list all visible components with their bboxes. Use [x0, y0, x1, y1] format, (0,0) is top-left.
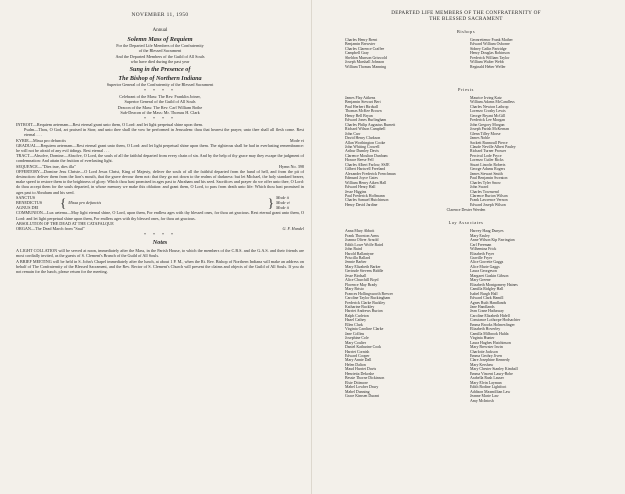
name-entry: Jesse Birdsall	[345, 273, 367, 278]
name-entry: Maurice Irving Katz	[470, 95, 502, 100]
name-entry: Mabel Dunning	[345, 389, 370, 394]
date-header: NOVEMBER 11, 1950	[131, 12, 189, 18]
name-entry: Jane Handlands	[470, 305, 495, 310]
name-entry: James Noble	[470, 136, 490, 141]
name-entry: Frank Thornton Arms	[345, 233, 379, 238]
right-page	[321, 10, 611, 403]
name-entry: Helen Dalton	[345, 362, 366, 367]
name-entry: Mary Annie Dall	[345, 358, 372, 363]
name-entry: Priscilla Ballard	[345, 256, 371, 261]
name-entry: Horace Reese Fell	[345, 158, 374, 163]
name-entry: Reginald Heber Weller	[470, 64, 506, 69]
name-entry: Alexander Frederick Frenchman	[345, 171, 396, 176]
name-entry: John Carr	[345, 131, 361, 136]
solemn-title: Solemn Mass of Requiem	[127, 36, 193, 44]
name-entry: Thomas McKee Brown	[345, 109, 382, 114]
name-entry: Edward Joseph Wilson	[470, 202, 506, 207]
name-entry: Laura Georgeson	[470, 269, 497, 274]
name-entry: Charles Albert Farlow, SSJE	[345, 162, 390, 167]
name-entry: Camilla Milbrook Hulda	[470, 331, 509, 336]
name-entry: Henry Douglas Robinson	[470, 51, 510, 56]
name-entry: Elizabeth Fryer	[470, 251, 495, 256]
name-entry: Mabel Lowber Drury	[345, 385, 379, 390]
name-entry: Percival Lode Pryce	[470, 153, 502, 158]
bishops-column-1	[345, 38, 460, 69]
name-entry: Clarence Burton Wilson	[470, 193, 508, 198]
name-entry: Stuart Lincoln Roberts	[470, 162, 506, 167]
name-entry: Mary Coulter	[345, 340, 367, 345]
name-entry: Henry David Jardine	[345, 202, 378, 207]
absolution-line: ABSOLUTION OF THE DEAD AT THE CATAFALQUE	[16, 220, 114, 226]
name-entry: Ralph Carleton	[345, 313, 369, 318]
name-entry: Virginia Caroline Clarke	[345, 327, 384, 332]
name-entry: Gilbert Hartwell Freeland	[345, 167, 386, 172]
name-entry: Sackett Runnoull Pierce	[470, 140, 508, 145]
name-entry: Richard Wilson Campbell	[345, 127, 386, 132]
name-entry: Paul Herbert Birdsall	[345, 104, 379, 109]
name-entry: James Stewart Smith	[470, 171, 503, 176]
name-entry: Mary Chester Stanley Kimball	[470, 367, 518, 372]
sanctus-block	[16, 195, 304, 211]
name-entry: Emma Geohry Jiven	[470, 354, 502, 358]
name-entry: Charles Tyler Snow	[470, 180, 501, 185]
name-entry: Frederick Lee Morgan	[470, 118, 505, 123]
name-entry: John Whiting Crowell	[345, 144, 380, 149]
name-entry: Elsie Dittmore	[345, 380, 368, 385]
presence-title: Sung in the Presence of	[129, 65, 191, 73]
roll-title-1: DEPARTED LIFE MEMBERS OF THE CONFRATERNITY OF	[391, 10, 541, 16]
benedictus-label: BENEDICTUS	[16, 199, 43, 205]
name-entry: Lorenzo Crosby Lewis	[470, 109, 506, 114]
name-entry: Maud Harriet Davis	[345, 367, 377, 372]
note-meeting: A BRIEF MEETING will be held in S. John's Chapel immediately after the lunch, at about 1 P. M., when the Rt. Rev. Bishop of Northern Indiana will make an address on behalf of The Confraternity of the Blessed Sacrament, and the Rev. Rector of S. Clement's Church will present the claims and objects of the Guild of All Souls. If you do not remain for the lunch, please return for the meeting.	[16, 258, 304, 274]
gradual-text: GRADUAL—Requiem aeternam—Rest eternal grant unto them, O Lord: and let light perpetual shine upon them. The righteous shall be had in everlasting remembrance: he will not be afraid of any evil tidings. Rest eternal . . .	[16, 142, 304, 153]
name-entry: Florence May Brady	[345, 282, 378, 287]
organ-row	[16, 226, 304, 231]
name-entry: Graville Fryer	[470, 256, 493, 261]
name-entry: Sheldon Munson Griswold	[345, 55, 387, 60]
name-entry: Agnes Ruth Handlands	[470, 300, 507, 305]
name-entry: Allan Worthington Cooke	[345, 140, 386, 145]
name-entry: Glenn Tilley Morse	[470, 131, 501, 136]
name-entry: Alice Churchill Boyd	[345, 278, 379, 283]
lay-list	[321, 229, 611, 403]
introit-psalm: Psalm—Thou, O God, art praised in Sion; and unto thee shall the vow be performed in Jerusalem: thou that hearest the prayer, unto thee shall all flesh come. Rest eternal . . .	[24, 127, 304, 138]
organ-composer: G. F. Handel	[282, 225, 304, 231]
name-entry: Virginia Hunter	[470, 336, 495, 341]
name-entry: Edward William Osborne	[470, 42, 510, 47]
bishops-list	[321, 38, 611, 69]
name-entry: William Adams McCandless	[470, 100, 515, 105]
offertory-text: OFFERTORY—Domine Jesu Christe—O Lord Jesus Christ, King of Majesty, deliver the souls of all the faithful departed from the hand of hell, and from the pit of destruction: deliver them from the lion's mouth, that the grave devour them not: that they go not down to the realms of darkness: but let Michael, the holy standard bearer, make speed to restore them to the brightness of glory: Which thou hast promised in ages past to Abraham and his seed. Sacrifices and prayer do we offer unto thee, O Lord: do thou accept them for the souls departed, in whose memory we make this oblation: and grant them, O Lord, to pass from death unto life: Which thou hast promised in ages past to Abraham and his seed.	[16, 168, 304, 195]
name-entry: Charles Philip Augustus Burnett	[345, 122, 396, 127]
name-entry: Benjamin Brewster	[345, 42, 376, 47]
sanctus-modes	[276, 195, 304, 211]
name-entry: Emma Brooks Holmesfinger	[470, 322, 515, 327]
sanctus-labels	[16, 195, 58, 211]
name-entry: John Sward	[470, 185, 489, 190]
name-entry: Benjamin Stewart Bert	[345, 100, 381, 105]
agnus-label: AGNUS DEI	[16, 205, 39, 211]
brace-right: }	[267, 195, 274, 211]
name-entry: Edward Cooper	[345, 354, 370, 358]
name-entry: Caroline Elizabeth Hidell	[470, 313, 510, 318]
name-entry: Katharine Buckley	[345, 305, 375, 310]
name-entry: Alice Gorrette Gaggs	[470, 260, 504, 265]
lay-column-2	[470, 229, 590, 403]
name-entry: Harold Ballantyne	[345, 251, 374, 256]
name-entry: Elizabeth Montgomery Haines	[470, 282, 518, 287]
mode-2: Mode vi	[276, 199, 290, 205]
name-entry: Emma Vincent Laury-Bobe	[470, 371, 513, 376]
name-entry: Addison Maxmillian Law	[470, 389, 511, 394]
missa-label: Missa pro defunctis	[68, 199, 102, 205]
name-entry: Josephine Cole	[345, 336, 369, 341]
name-entry: Edward Clark Hamill	[470, 296, 504, 301]
celebrant-line: Celebrant of the Mass: The Rev. Franklin Joiner,	[119, 94, 201, 100]
name-entry: Charles Townsend	[470, 189, 499, 194]
subdeacon-line: Sub-Deacon of the Mass: Mr. Thomas H. Clark	[120, 109, 200, 115]
name-entry: Richard Turner Prosser	[470, 149, 507, 154]
name-entry: Carl Freeman	[470, 242, 492, 247]
name-entry: Harvey Haag Dunyes	[470, 229, 504, 234]
name-entry: Harriet Cornish	[345, 349, 370, 354]
lay-heading: Lay Associates	[448, 220, 484, 226]
notes-title: Notes	[152, 239, 168, 247]
name-entry: William Henry Aiken Hall	[345, 180, 387, 185]
name-entry: Isabel Burgh Hall	[470, 291, 498, 296]
mode-1: Mode ii	[276, 194, 289, 200]
priest-center-name: Clarence Dexter Weeden	[446, 208, 486, 213]
name-entry: Jeanne Marie Law	[470, 394, 499, 399]
mode-3: Mode ii	[276, 205, 289, 211]
name-entry: Mary Elvin Layman	[470, 380, 502, 385]
name-entry: Paul Frederick Hoffmann	[345, 193, 385, 198]
priests-column-1	[345, 96, 460, 207]
name-entry: Joseph Parish McKernan	[470, 127, 509, 132]
name-entry: Paul Benjamin Sweaton	[470, 176, 508, 181]
bishops-heading: Bishops	[456, 28, 476, 34]
note-collation: A LIGHT COLLATION will be served at noon, immediately after the Mass, in the Parish House, to which the members of the C.B.S. and the G.A.S. and their friends are most cordially invited, as the guests of S. Clement's Branch of the Guild of All Souls.	[16, 248, 304, 259]
name-entry: Constance Lothorpe Hodsachter	[470, 318, 521, 323]
name-entry: Mary Greene	[470, 278, 491, 283]
name-entry: Lorenzo Cutler Ricks	[470, 158, 504, 163]
name-entry: Grace Kimsen Durant	[345, 394, 380, 399]
name-entry: Joanna Oliver Arnold	[345, 238, 379, 243]
name-entry: Edward Jones Burlingham	[345, 118, 387, 123]
name-entry: Mary Easley	[470, 233, 490, 238]
name-entry: Edward Henry Hall	[345, 185, 376, 190]
name-entry: Charlotte Jackson	[470, 349, 498, 354]
name-entry: Henry Bell Bryan	[345, 113, 373, 118]
name-entry: Jennie Barber	[345, 260, 367, 265]
sequence-hymn: Hymn No. 398	[278, 163, 304, 169]
name-entry: Laura Hughes Hutchinson	[470, 340, 511, 345]
name-entry: Jesse Higgins	[345, 189, 367, 194]
name-entry: Frances Hollingsworth Brewer	[345, 291, 393, 296]
name-entry: Sidney Catlin Partridge	[470, 46, 507, 51]
sequence-label: SEQUENCE—"Dies irae, dies illa"	[16, 163, 76, 169]
for-line-3: And the Departed Members of the Guild of All Souls	[115, 53, 205, 59]
superior-line: Superior General of the Confraternity of the Blessed Sacrament	[106, 81, 214, 87]
communion-text: COMMUNION—Lux aeterna—May light eternal shine, O Lord, upon them, For endless ages with thy blessed ones, for thou art gracious. Rest eternal grant unto them, O Lord: and let light perpetual shine upon them, For endless ages with thy blessed ones, for thou art gracious.	[16, 210, 304, 221]
name-entry: Anne Wilson Kip Farrington	[470, 238, 515, 243]
for-line-1: For the Departed Life Members of the Confraternity	[116, 43, 204, 49]
name-entry: Clarence Moulton Dunham	[345, 153, 388, 158]
organ-label: ORGAN—The Dead March from "Saul"	[16, 225, 85, 231]
kyrie-mode: Mode vi	[289, 137, 304, 143]
for-line-2: of the Blessed Sacrament	[138, 48, 182, 54]
name-entry: Edith Bodine Lightfoot	[470, 385, 507, 390]
name-entry: Alice Marie Gaggs	[470, 264, 500, 269]
star-divider-2: * * * *	[144, 115, 176, 121]
name-entry: Joseph Marshall Johnson	[345, 60, 385, 65]
name-entry: William Thomas Manning	[345, 64, 387, 69]
priests-column-2	[470, 96, 590, 207]
tract-text: TRACT—Absolve, Domine—Absolve, O Lord, the souls of all the faithful departed from every chain of sin. And by the help of thy grace may they escape the judgment of condemnation: And attain the fruition of everlasting light.	[16, 153, 304, 164]
name-entry: David Henry Clarkson	[345, 136, 381, 141]
name-entry: Edmund Joyce Gates	[345, 176, 378, 181]
brace-left: {	[60, 195, 67, 211]
name-entry: Amy McIntosh	[470, 398, 494, 403]
bishop-title: The Bishop of Northern Indiana	[118, 74, 202, 82]
bishops-column-2	[470, 38, 590, 69]
name-entry: Henrietta Dekoshe	[345, 371, 375, 376]
name-entry: Caroline Taylor Buckingham	[345, 296, 391, 301]
name-entry: Charles Samuel Hutchinson	[345, 198, 389, 203]
name-entry: Elizabeth Hoverley	[470, 327, 501, 332]
annual-label: Annual	[152, 28, 168, 33]
name-entry: Jane Collins	[345, 331, 365, 336]
name-entry: Anna Mary Abbott	[345, 229, 375, 234]
name-entry: Charles Henry Brent	[345, 37, 378, 42]
name-entry: Arabella Rush Lauser	[470, 376, 504, 381]
roll-title-2: THE BLESSED SACRAMENT	[429, 16, 503, 23]
celebrant-line-2: Superior General of the Guild of All Souls	[124, 99, 196, 105]
name-entry: Mary Bristo	[345, 287, 364, 292]
name-entry: Geonrettenor Frank Mather	[470, 37, 513, 42]
name-entry: Ellen Clark	[345, 322, 363, 327]
name-entry: Mary Brewster Irwin	[470, 345, 503, 350]
kyrie-label: KYRIE—Missa pro defunctis	[16, 137, 67, 143]
name-entry: Frederick Clarke Buckley	[345, 300, 386, 305]
for-line-4: who have died during the past year	[130, 58, 190, 64]
name-entry: Frank Lawrence Vernon	[470, 198, 508, 203]
star-divider: * * * *	[144, 88, 176, 94]
name-entry: Mary Kershaw	[470, 362, 494, 367]
name-entry: Jean Crane Hathaway	[470, 309, 504, 314]
name-entry: Daniel Katharine Cook	[345, 345, 382, 350]
name-entry: Arthur Dumley Davis	[345, 149, 379, 154]
fold-crease	[311, 0, 312, 494]
name-entry: Wilhemina Frick	[470, 247, 497, 252]
name-entry: George Adams Rogers	[470, 167, 506, 172]
name-entry: Charles Newton Lathrop	[470, 104, 509, 109]
name-entry: John Gregory Morgan	[470, 122, 505, 127]
star-divider-3: * * * *	[144, 232, 176, 238]
name-entry: William Walter Webb	[470, 60, 504, 65]
name-entry: Bessie Thorne Dickinson	[345, 376, 385, 381]
name-entry: John Baird	[345, 247, 362, 252]
name-entry: Campbell Gray	[345, 51, 369, 56]
name-entry: Edith Lowe Wolfe Baird	[345, 242, 384, 247]
name-entry: Camilla Ridgley Hall	[470, 287, 504, 292]
lay-column-1	[345, 229, 460, 403]
priests-list	[321, 96, 611, 207]
left-page	[16, 10, 304, 274]
name-entry: Claude Neville Albert Pauley	[470, 144, 516, 149]
name-entry: James Flay Aitkens	[345, 95, 376, 100]
priests-heading: Priests	[458, 86, 474, 92]
name-entry: Harriet Andrews Burton	[345, 309, 383, 314]
name-entry: Hazel Cathey	[345, 318, 367, 323]
sanctus-label: SANCTUS	[16, 194, 36, 200]
name-entry: Mary Elizabeth Barker	[345, 264, 381, 269]
introit-text: INTROIT—Requiem aeternam—Rest eternal grant unto them, O Lord: and let light perpetual shine upon them.	[16, 121, 203, 127]
deacon-line: Deacon of the Mass: The Rev. Carl William Bothe	[117, 104, 203, 110]
name-entry: George Bryant McGill	[470, 113, 506, 118]
name-entry: Frederick William Taylor	[470, 55, 510, 60]
name-entry: Gertrude Stevens Biddle	[345, 269, 384, 274]
name-entry: Charles Clarence Craffee	[345, 46, 385, 51]
name-entry: Margaret Gaskin Gibson	[470, 273, 509, 278]
name-entry: Clare Josephine Kennedy	[470, 358, 510, 363]
